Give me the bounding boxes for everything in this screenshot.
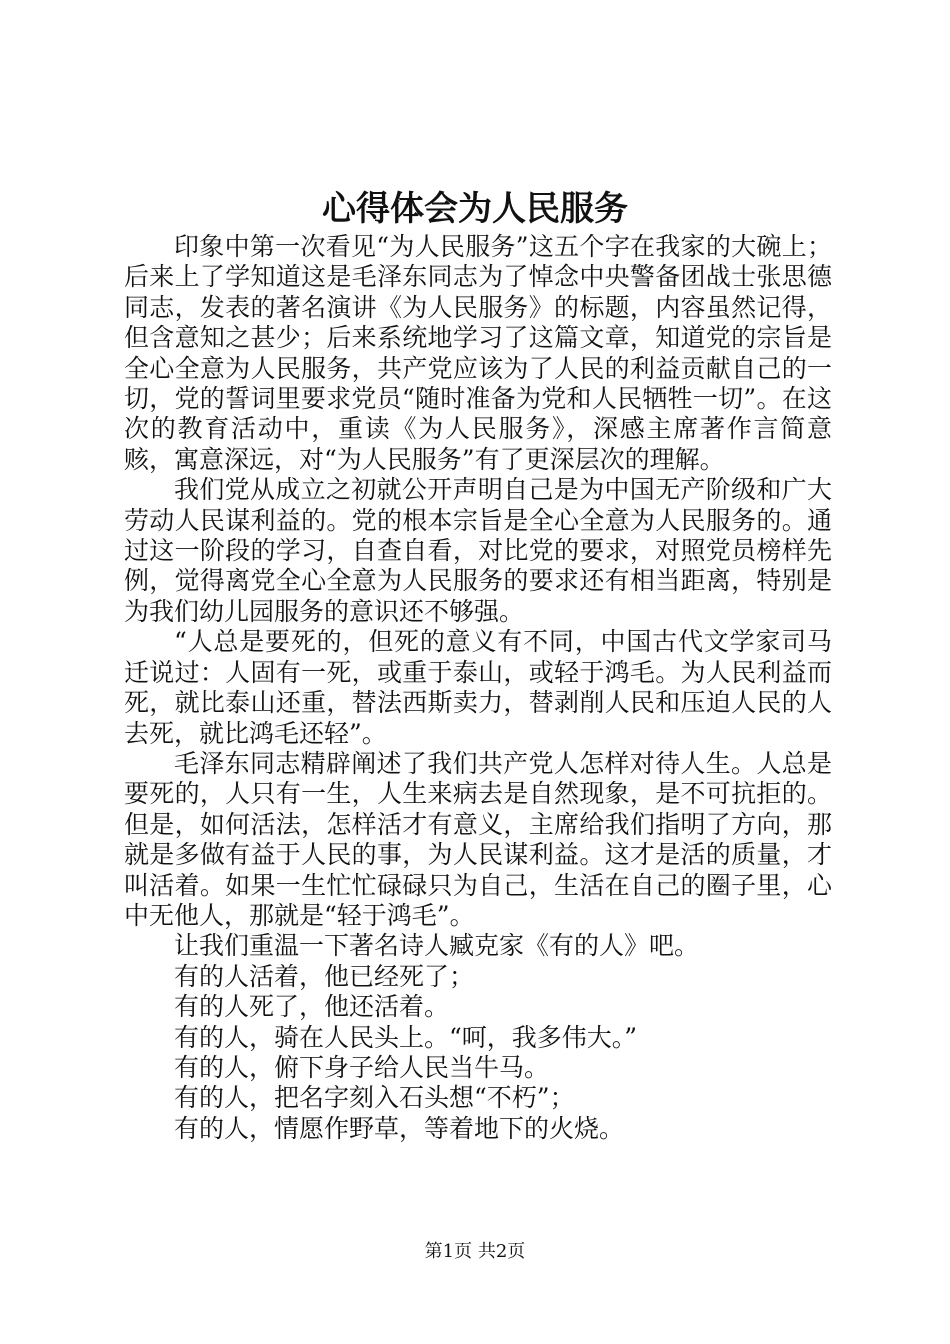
paragraph: 我们党从成立之初就公开声明自己是为中国无产阶级和广大劳动人民谋利益的。党的根本宗旨是全心全意为人民服务的。通过这一阶段的学习，自查自看，对比党的要求，对照党员榜样先例，觉得离党全心全意为人民服务的要求还有相当距离，特别是为我们幼儿园服务的意识还不够强。 xyxy=(124,475,832,626)
document-body xyxy=(124,232,832,1144)
poem-line: 有的人死了，他还活着。 xyxy=(174,992,450,1022)
page-number: 第1页 xyxy=(424,1241,473,1262)
page-total: 共2页 xyxy=(477,1241,526,1262)
poem-line: 有的人活着，他已经死了； xyxy=(174,961,475,991)
paragraph: 让我们重温一下著名诗人臧克家《有的人》吧。 xyxy=(174,931,700,961)
paragraph: 毛泽东同志精辟阐述了我们共产党人怎样对待人生。人总是要死的，人只有一生，人生来病去是自然现象，是不可抗拒的。但是，如何活法，怎样活才有意义，主席给我们指明了方向，那就是多做有益于人民的事，为人民谋利益。这才是活的质量，才叫活着。如果一生忙忙碌碌只为自己，生活在自己的圈子里，心中无他人，那就是“轻于鸿毛”。 xyxy=(124,748,832,930)
poem-line: 有的人，俯下身子给人民当牛马。 xyxy=(174,1052,550,1082)
page-footer xyxy=(0,1240,950,1264)
paragraph: “人总是要死的，但死的意义有不同，中国古代文学家司马迁说过：人固有一死，或重于泰山，或轻于鸿毛。为人民利益而死，就比泰山还重，替法西斯卖力，替剥削人民和压迫人民的人去死，就比鸿毛还轻”。 xyxy=(124,627,832,748)
poem-line: 有的人，骑在人民头上。“呵，我多伟大。” xyxy=(174,1022,638,1052)
poem-line: 有的人，把名字刻入石头想“不朽”； xyxy=(174,1083,575,1113)
poem-line: 有的人，情愿作野草，等着地下的火烧。 xyxy=(174,1113,625,1143)
document-title: 心得体会为人民服务 xyxy=(322,189,628,229)
paragraph: 印象中第一次看见“为人民服务”这五个字在我家的大碗上；后来上了学知道这是毛泽东同志为了悼念中央警备团战士张思德同志，发表的著名演讲《为人民服务》的标题，内容虽然记得，但含意知之甚少；后来系统地学习了这篇文章，知道党的宗旨是全心全意为人民服务，共产党应该为了人民的利益贡献自己的一切，党的誓词里要求党员“随时准备为党和人民牺牲一切”。在这次的教育活动中，重读《为人民服务》，深感主席著作言简意赅，寓意深远，对“为人民服务”有了更深层次的理解。 xyxy=(124,232,832,474)
